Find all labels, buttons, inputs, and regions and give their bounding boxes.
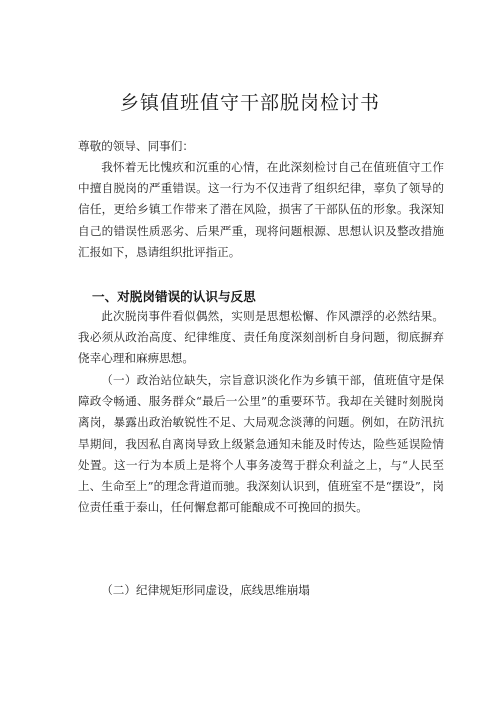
salutation: 尊敬的领导、同事们： — [78, 139, 194, 153]
subsection-paragraph: （一）政治站位缺失，宗旨意识淡化作为乡镇干部，值班值守是保障政令畅通、服务群众“最后一公里”的重要环节。我却在关键时刻脱岗离岗，暴露出政治敏锐性不足、大局观念淡薄的问题。例如，在防汛抗旱期间，我因私自离岗导致上级紧急通知未能及时传达，险些延误险情处置。这一行为本质上是将个人事务凌驾于群众利益之上，与“人民至上、生命至上”的理念背道而驰。我深刻认识到，值班室不是“摆设”，岗位责任重于泰山，任何懈怠都可能酿成不可挽回的损失。 — [78, 373, 444, 515]
section-paragraph: 此次脱岗事件看似偶然，实则是思想松懈、作风漂浮的必然结果。我必须从政治高度、纪律维度、责任角度深刻剖析自身问题，彻底摒弃侥幸心理和麻痹思想。 — [78, 309, 444, 366]
subsection-heading: （二）纪律规矩形同虚设，底线思维崩塌 — [101, 583, 310, 597]
intro-paragraph: 我怀着无比愧疚和沉重的心情，在此深刻检讨自己在值班值守工作中擅自脱岗的严重错误。这一行为不仅违背了组织纪律，辜负了领导的信任，更给乡镇工作带来了潜在风险，损害了干部队伍的形象。我深知自己的错误性质恶劣、后果严重，现将问题根源、思想认识及整改措施汇报如下，恳请组织批评指正。 — [78, 160, 444, 259]
document-title: 乡镇值班值守干部脱岗检讨书 — [119, 92, 380, 114]
section-heading: 一、对脱岗错误的认识与反思 — [92, 289, 256, 304]
